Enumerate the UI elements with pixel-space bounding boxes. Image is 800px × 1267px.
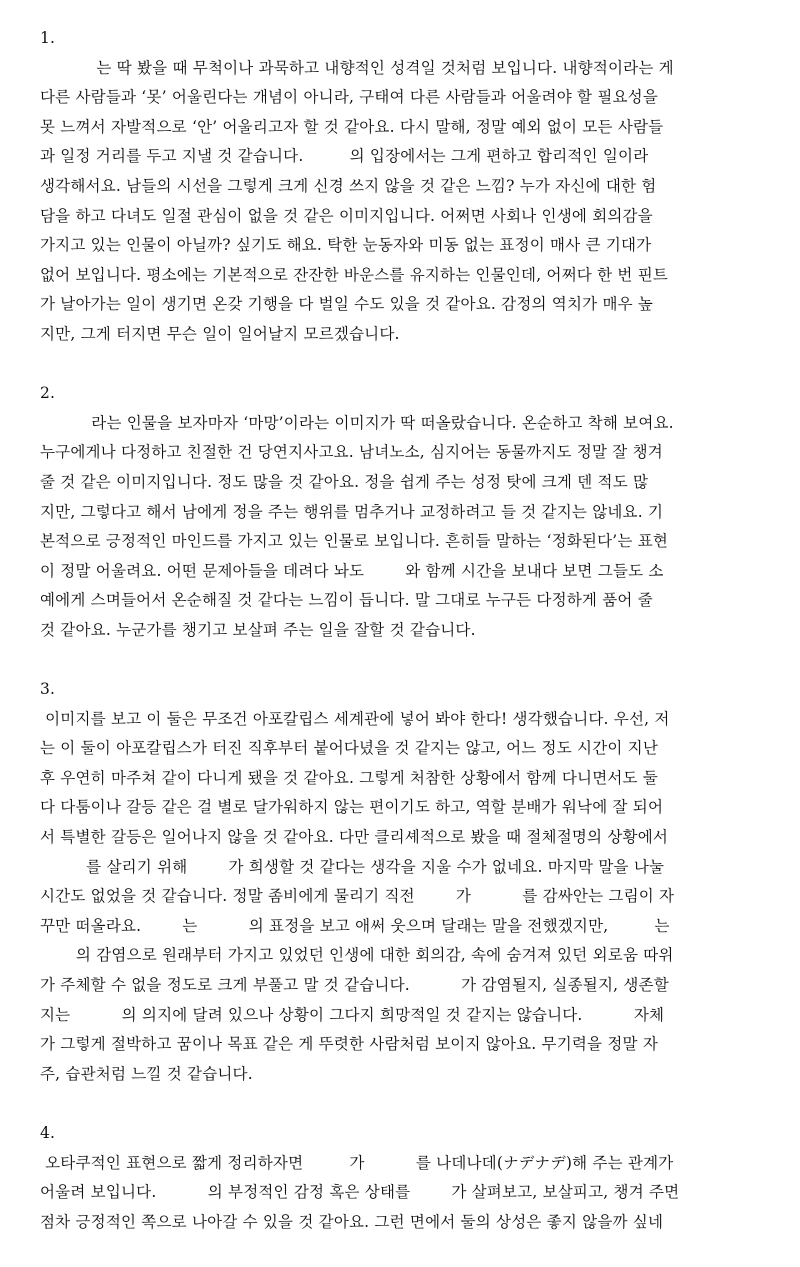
- text-line: 못 느껴서 자발적으로 ‘안’ 어울리고자 할 것 같아요. 다시 말해, 정말 예외 없이 모든 사람들: [40, 117, 664, 136]
- text-line: 과 일정 거리를 두고 지낼 것 같습니다. 의 입장에서는 그게 편하고 합리적인 일이라: [40, 147, 649, 166]
- text-line: 지는 의 의지에 달려 있으나 상황이 그다지 희망적일 것 같지는 않습니다. 자체: [40, 1005, 665, 1024]
- text-line: 가 날아가는 일이 생기면 온갖 기행을 다 벌일 수도 있을 것 같아요. 감정의 역치가 매우 높: [40, 295, 654, 314]
- text-line: 어울려 보입니다. 의 부정적인 감정 혹은 상태를 가 살펴보고, 보살피고, 챙겨 주면: [40, 1183, 680, 1202]
- text-line: 줄 것 같은 이미지입니다. 정도 많을 것 같아요. 정을 쉽게 주는 성정 탓에 크게 덴 적도 많: [40, 472, 649, 491]
- text-line: 를 살리기 위해 가 희생할 것 같다는 생각을 지울 수가 없네요. 마지막 말을 나눌: [40, 857, 665, 876]
- text-line: 가 주체할 수 없을 정도로 크게 부풀고 말 것 같습니다. 가 감염될지, 실종될지, 생존할: [40, 976, 669, 994]
- section-number: 1.: [40, 29, 56, 47]
- text-line: 서 특별한 갈등은 일어나지 않을 것 같아요. 다만 클리셰적으로 봤을 때 절체절명의 상황에서: [40, 828, 669, 847]
- section-paragraph: [40, 705, 762, 1090]
- text-line: 는 딱 봤을 때 무척이나 과묵하고 내향적인 성격일 것처럼 보입니다. 내향적이라는 게: [40, 58, 674, 77]
- text-line: 본적으로 긍정적인 마인드를 가지고 있는 인물로 보입니다. 흔히들 말하는 ‘정화된다’는 표현: [40, 532, 669, 551]
- text-line: 오타쿠적인 표현으로 짧게 정리하자면 가 를 나데나데(ナデナデ)해 주는 관계가: [40, 1153, 674, 1172]
- section-paragraph: [40, 409, 762, 646]
- section-number: 2.: [40, 384, 56, 403]
- text-line: 점차 긍정적인 쪽으로 나아갈 수 있을 것 같아요. 그런 면에서 둘의 상성은 좋지 않을까 싶네: [40, 1212, 664, 1231]
- section-paragraph: [40, 54, 762, 350]
- text-line: 는 이 둘이 아포칼립스가 터진 직후부터 붙어다녔을 것 같지는 않고, 어느 정도 시간이 지난: [40, 739, 659, 758]
- text-line: 주, 습관처럼 느낄 것 같습니다.: [40, 1064, 253, 1083]
- text-line: 지만, 그렇다고 해서 남에게 정을 주는 행위를 멈추거나 교정하려고 들 것 같지는 않네요. 기: [40, 502, 664, 521]
- text-line: 것 같아요. 누군가를 챙기고 보살펴 주는 일을 잘할 것 같습니다.: [40, 620, 476, 639]
- document-page: [40, 24, 762, 1267]
- text-line: 이 정말 어울려요. 어떤 문제아들을 데려다 놔도 와 함께 시간을 보내다 보면 그들도 소: [40, 561, 664, 580]
- text-line: 지만, 그게 터지면 무슨 일이 일어날지 모르겠습니다.: [40, 324, 400, 343]
- text-line: 누구에게나 다정하고 친절한 건 당연지사고요. 남녀노소, 심지어는 동물까지도 정말 잘 챙겨: [40, 443, 663, 462]
- text-line: 의 감염으로 원래부터 가지고 있었던 인생에 대한 회의감, 속에 숨겨져 있던 외로움 따위: [40, 946, 674, 965]
- section-1: [40, 24, 762, 350]
- section-4: [40, 1119, 762, 1237]
- text-line: 가 그렇게 절박하고 꿈이나 목표 같은 게 뚜렷한 사람처럼 보이지 않아요. 무기력을 정말 자: [40, 1035, 659, 1054]
- text-line: 시간도 없었을 것 같습니다. 정말 좀비에게 물리기 직전 가 를 감싸안는 그림이 자: [40, 887, 675, 906]
- text-line: 다른 사람들과 ‘못’ 어울린다는 개념이 아니라, 구태여 다른 사람들과 어울려야 할 필요성을: [40, 88, 659, 107]
- text-line: 없어 보입니다. 평소에는 기본적으로 잔잔한 바운스를 유지하는 인물인데, 어쩌다 한 번 핀트: [40, 265, 669, 284]
- text-line: 후 우연히 마주쳐 같이 다니게 됐을 것 같아요. 그렇게 처참한 상황에서 함께 다니면서도 둘: [40, 768, 659, 787]
- text-line: 라는 인물을 보자마자 ‘마망’이라는 이미지가 딱 떠올랐습니다. 온순하고 착해 보여요.: [40, 413, 674, 432]
- text-line: 이미지를 보고 이 둘은 무조건 아포칼립스 세계관에 넣어 봐야 한다! 생각했습니다. 우선, 저: [40, 709, 670, 728]
- text-line: 예에게 스며들어서 온순해질 것 같다는 느낌이 듭니다. 말 그대로 누구든 다정하게 품어 줄: [40, 591, 653, 610]
- text-line: 담을 하고 다녀도 일절 관심이 없을 것 같은 이미지입니다. 어쩌면 사회나 인생에 회의감을: [40, 206, 653, 225]
- section-number: 3.: [40, 680, 56, 699]
- text-line: 생각해서요. 남들의 시선을 그렇게 크게 신경 쓰지 않을 것 같은 느낌? 누가 자신에 대한 험: [40, 176, 657, 195]
- section-paragraph: [40, 1149, 762, 1238]
- text-line: 가지고 있는 인물이 아닐까? 싶기도 해요. 탁한 눈동자와 미동 없는 표정이 매사 큰 기대가: [40, 236, 652, 255]
- section-number: 4.: [40, 1123, 56, 1142]
- section-2: [40, 379, 762, 645]
- text-line: 꾸만 떠올라요. 는 의 표정을 보고 애써 웃으며 달래는 말을 전했겠지만, 는: [40, 916, 670, 935]
- text-line: 다 다툼이나 갈등 같은 걸 별로 달가워하지 않는 편이기도 하고, 역할 분배가 워낙에 잘 되어: [40, 798, 664, 817]
- section-3: [40, 675, 762, 1089]
